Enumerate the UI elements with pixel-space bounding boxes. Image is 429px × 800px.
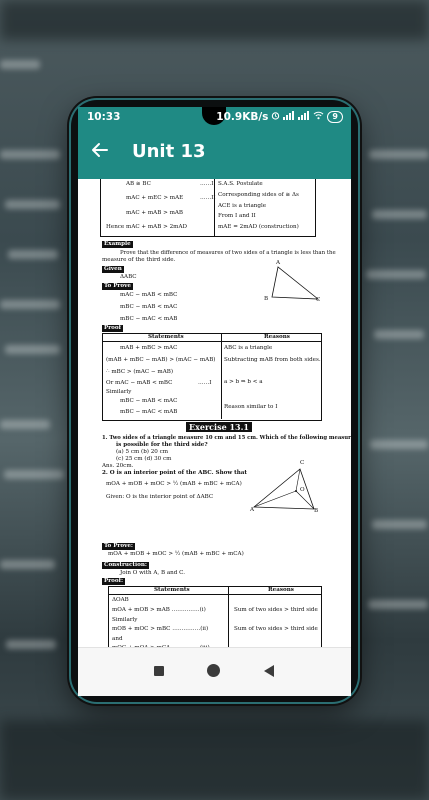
status-bar [78, 107, 351, 129]
proof-ref: ……I [198, 380, 212, 386]
top-table-ref: ……I [200, 181, 214, 187]
top-table-row: mAC + mAB > mAB [126, 210, 184, 216]
recents-button-icon[interactable] [154, 666, 164, 676]
top-table-reason: mAE = 2mAD (construction) [218, 224, 299, 230]
to-prove-item: mBC − mAC < mAB [120, 316, 178, 322]
vertex-label: C [316, 297, 321, 303]
vertex-label: A [250, 507, 255, 513]
construction-label: Construction: [104, 562, 147, 568]
proof-statement: (mAB + mBC − mAB) > (mAC − mAB) [106, 357, 216, 363]
proof-header-reasons: Reasons [268, 587, 294, 593]
question-1-options: (c) 25 cm (d) 30 cm [116, 456, 172, 462]
proof-reason: Sum of two sides > third side [234, 626, 318, 632]
answer: Ans. 20cm. [102, 463, 134, 469]
example-label: Example [104, 241, 131, 247]
proof-statement: mBC − mAC < mAB [120, 409, 178, 415]
page-title: Unit 13 [132, 141, 206, 162]
top-table-reason: S.A.S. Postulate [218, 181, 263, 187]
system-nav-bar [78, 647, 351, 696]
proof-header-statements: Statements [154, 587, 190, 593]
to-prove-label: To Prove [104, 283, 131, 289]
status-time: 10:33 [87, 111, 121, 123]
proof-statement: mBC − mAB < mAC [120, 398, 178, 404]
triangle-abc-interior-point-diagram [248, 465, 320, 515]
app-bar [78, 129, 351, 179]
question-2-given: Given: O is the interior point of ΔABC [106, 494, 214, 500]
vertex-label: O [300, 487, 305, 493]
top-table-reason: From I and II [218, 213, 256, 219]
to-prove-formula: mOA + mOB + mOC > ½ (mAB + mBC + mCA) [108, 551, 244, 557]
proof-label-2: Proof: [104, 578, 124, 584]
proof-statement: mOA + mOB > mAB ……………(i) [112, 607, 206, 613]
vertex-label: A [276, 260, 281, 266]
textbook-page[interactable] [78, 179, 355, 647]
top-table-row: mAC + mEC > mAE [126, 195, 184, 201]
question-1-options: (a) 5 cm (b) 20 cm [116, 449, 169, 455]
question-2-formula: mOA + mOB + mOC > ½ (mAB + mBC + mCA) [106, 481, 242, 487]
back-arrow-icon[interactable] [90, 140, 110, 160]
example-statement: Prove that the difference of measures of two sides of a triangle is less than the [120, 250, 336, 256]
given-value: ΔABC [120, 274, 137, 280]
alarm-icon [271, 111, 280, 123]
to-prove-item: mBC − mAB < mAC [120, 304, 178, 310]
signal-icon-2 [298, 111, 310, 123]
proof-reason: Reason similar to I [224, 404, 278, 410]
proof-statement: Similarly [112, 617, 138, 623]
network-speed: 10.9KB/s [216, 111, 269, 123]
example-statement-cont: measure of the third side. [102, 257, 176, 263]
proof-statement: mOB + mOC > mBC ……………(ii) [112, 626, 209, 632]
question-1: 1. Two sides of a triangle measure 10 cm and 15 cm. Which of the following measure [102, 435, 355, 441]
exercise-title: Exercise 13.1 [186, 422, 252, 432]
proof-reason: Sum of two sides > third side [234, 607, 318, 613]
proof-statement: and [112, 636, 123, 642]
proof-header-reasons: Reasons [264, 334, 290, 340]
triangle-abc-diagram [262, 259, 322, 307]
vertex-label: B [314, 508, 319, 514]
top-table-row: Hence mAC + mAB > 2mAD [106, 224, 187, 230]
proof-statement: Or mAC − mAB < mBC [106, 380, 173, 386]
to-prove-label-2: To Prove: [104, 543, 133, 549]
signal-icon [283, 111, 295, 123]
proof-statement: Similarly [106, 389, 132, 395]
vertex-label: C [300, 460, 305, 466]
wifi-icon [313, 111, 324, 123]
proof-statement: ΔOAB [112, 597, 129, 603]
proof-statement: ∴ mBC > (mAC − mAB) [106, 369, 174, 375]
construction-text: Join O with A, B and C. [120, 570, 185, 576]
proof-label: Proof [104, 325, 122, 331]
proof-reason: a > b ⇒ b < a [224, 379, 263, 385]
proof-statement: mAB + mBC > mAC [120, 345, 178, 351]
question-1-cont: is possible for the third side? [116, 442, 208, 448]
phone-screen [78, 107, 355, 695]
question-2: 2. O is an interior point of the ABC. Show that [102, 470, 247, 476]
top-table-reason: ACE is a triangle [218, 203, 267, 209]
vertex-label: B [264, 296, 269, 302]
to-prove-item: mAC − mAB < mBC [120, 292, 178, 298]
proof-header-statements: Statements [148, 334, 184, 340]
given-label: Given [104, 266, 122, 272]
battery-icon: 9 [327, 111, 343, 123]
top-table-reason: Corresponding sides of ≅ Δs [218, 192, 299, 198]
proof-reason: Subtracting mAB from both sides. [224, 357, 321, 363]
home-button-icon[interactable] [207, 664, 220, 677]
top-table-row: AB ≅ BC [126, 181, 151, 187]
back-button-icon[interactable] [264, 665, 274, 677]
proof-reason: ABC is a triangle [224, 345, 273, 351]
top-table-ref: ……II [200, 195, 216, 201]
